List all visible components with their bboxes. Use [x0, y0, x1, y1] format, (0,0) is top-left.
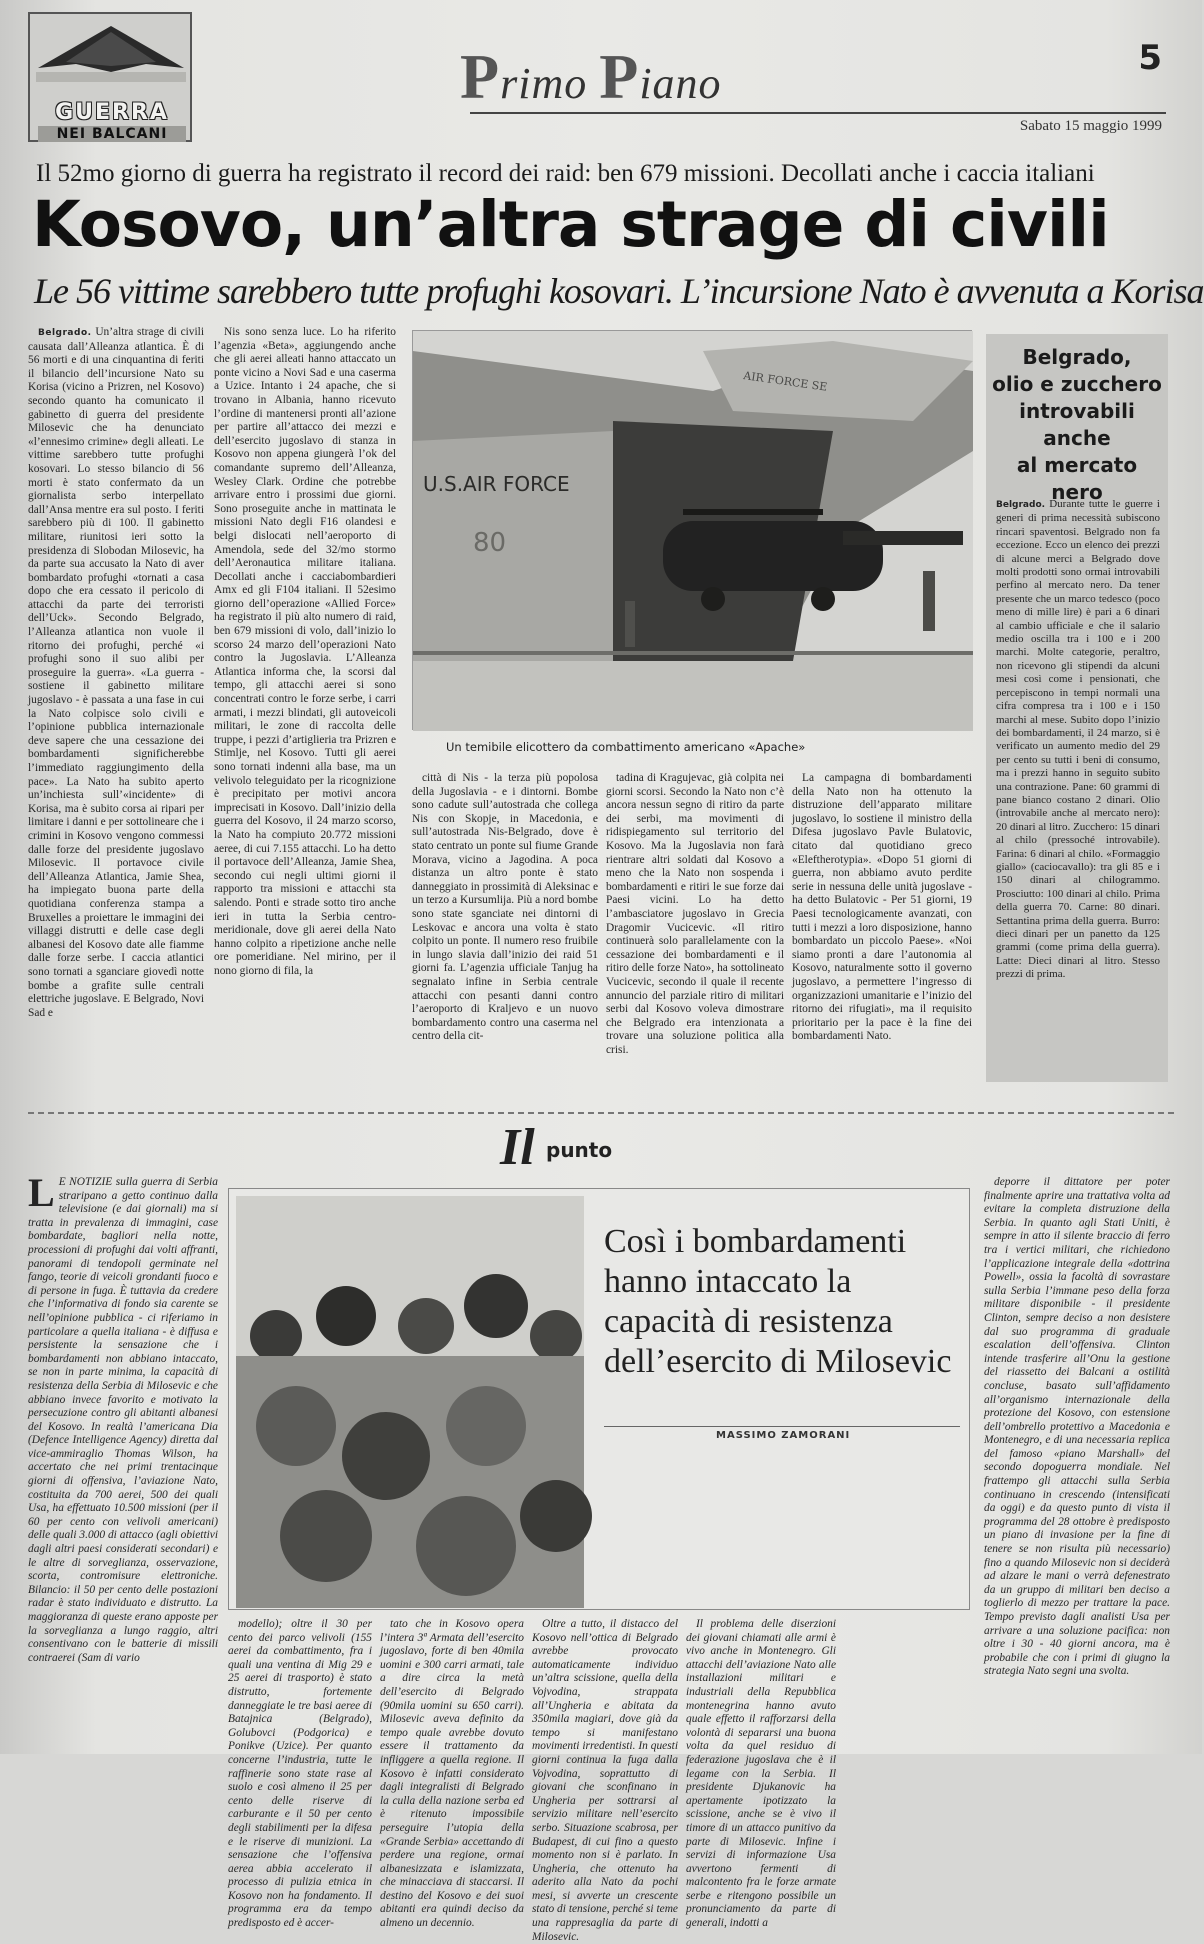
punto-column-3: tato che in Kosovo opera l’intera 3ª Armata dell’esercito jugoslavo, forte di ben 40mila uomini e 300 carri armati, tale a dire circa la metà dell’esercito di Belgrado (90mila uomini su 650 carri). Milosevic aveva definito da tempo quale avrebbe dovuto essere il trattamento da infliggere a quella regione. Il Kosovo è infatti considerato dagli integralisti di Belgrado la culla della nazione serba ed è ritenuto impossibile perseguire l’utopia della «Grande Serbia» accettando di perdere una regione, ormai albanesizzata e islamizzata, che minacciava di staccarsi. Il destino del Kosovo e dei suoi abitanti era quindi deciso da almeno un decennio. [380, 1618, 524, 1930]
punto-column-5: Il problema delle diserzioni dei giovani chiamati alle armi è vivo anche in Montenegro. Gli attacchi dell’aviazione Nato alle installazioni militari e industriali della Repubblica montenegrina hanno avuto quale effetto il rafforzarsi della volontà di separarsi una buona volta da quel residuo di federazione jugoslava che è il legame con la Serbia. Il presidente Djukanovic ha apertamente ipotizzato la scissione, anche se è vivo il timore di un attacco punitivo da parte di Milosevic. Infine i servizi di informazione Usa avvertono fermenti di malcontento fra le forze armate serbe e ritengono possibile un pronunciamento da parte di generali, indotti a [686, 1618, 836, 1930]
stealth-plane-icon [36, 22, 186, 82]
crowd-photo [236, 1196, 584, 1608]
author-byline: MASSIMO ZAMORANI [716, 1430, 851, 1441]
header-rule [470, 112, 1166, 114]
apache-photo [412, 330, 972, 730]
main-headline: Kosovo, un’altra strage di civili [32, 188, 1109, 261]
dateline: Belgrado. [38, 328, 92, 338]
sidebar-text: Belgrado. Durante tutte le guerre i generi di prima necessità subiscono rincari spaventosi. Belgrado non fa eccezione. Ecco un elenco dei prezzi di alcune merci a Belgrado dove molti prodotti sono ormai introvabili perfino al mercato nero. Da tener presente che un marco tedesco (poco meno di mille lire) è pari a 6 dinari al cambio ufficiale e che il salario medio oscilla tra i 100 e i 200 marchi. Molte categorie, peraltro, non ricevono gli stipendi da alcuni mesi così come i pensionati, che percepiscono in tempi normali una cifra compresa tra i 100 e i 150 marchi al mese. Subito dopo l’inizio dei bombardamenti, il 24 marzo, si è verificato un aumento medio del 29 per cento su tutti i beni di consumo, ma i prezzi hanno in seguito subito una contrazione. Pane: 60 grammi di pane bianco costano 2 dinari. Olio (introvabile anche al mercato nero): 20 dinari al litro. Zucchero: 15 dinari al chilo (pressoché introvabile). Farina: 6 dinari al chilo. «Formaggio giallo» (caciocavallo): tra gli 85 e i 150 dinari al chilogrammo. Prosciutto: 100 dinari al chilo. Prima della guerra 70. Carne: 80 dinari. Settantina prima della guerra. Burro: dieci dinari per un panetto da 125 grammi (come prima della guerra). Latte: Dieci dinari al litro. Stesso prezzi di prima. [996, 498, 1160, 981]
tail-number: 80 [473, 528, 507, 558]
punto-column-2: modello); oltre il 30 per cento dei parco velivoli (155 aerei da combattimento, fra i quali una ventina di Mig 29 e 25 aerei di trasporto) è stato distrutto, fortemente danneggiate le tre basi aeree di Batajnica (Belgrado), Golubovci (Podgorica) e Ponikve (Uzice). Per quanto concerne l’industria, tutte le raffinerie sono state rase al suolo e così almeno il 25 per cento delle riserve di carburante e il 50 per cento degli stabilimenti per la difesa e le riserve di munizioni. La sensazione che l’offensiva aerea abbia accelerato il processo di pulizia etnica in Kosovo non ha fondamento. Il programma era da tempo predisposto ed è accer- [228, 1618, 372, 1930]
punto-column-1: L E NOTIZIE sulla guerra di Serbia straripano a getto continuo dalla televisione (e dai giornali) ma si tratta in prevalenza di immagini, case bombardate, bagliori nella notte, processioni di profughi dai volti affranti, panorami di tendopoli germinate nel fango, teorie di veicoli grondanti fuoco e di persone in fuga. È tuttavia da credere che l’informativa di fondo sia carente se nell’opinione pubblica - ci riferiamo in particolare a quella italiana - è diffusa e persistente la sensazione che i bombardamenti non abbiano intaccato, se non in parte minima, la capacità di resistenza della Serbia di Milosevic e che abbiano invece favorito e motivato la persecuzione contro gli abitanti albanesi del Kosovo. In realtà l’americana Dia (Defence Intelligence Agency) diretta dal vice-ammiraglio Thomas Wilson, ha accertato che nei primi trentacinque giorni di offensiva, l’aviazione Nato, costituita da 700 aerei, 500 dei quali Usa, ha effettuato 10.500 missioni (per il 60 per cento con velivoli americani) delle quali 3.000 di attacco (agli obiettivi dagli altri paesi considerati secondari) e le altre di sorveglianza, osservazione, scorta, contromisure elettroniche. Bilancio: il 50 per cento delle postazioni radar è stato individuato e distrutto. La maggioranza di queste erano apposte per la sorveglianza a lungo raggio, altri consentivano con le batterie di missili contraerei (Sam di vario [28, 1170, 218, 1664]
photo-caption: Un temibile elicottero da combattimento americano «Apache» [446, 740, 806, 754]
headline-subtitle: Le 56 vittime sarebbero tutte profughi kosovari. L’incursione Nato è avvenuta a Korisa [34, 271, 1204, 311]
section-divider [28, 1112, 1174, 1114]
article-column-5: La campagna di bombardamenti della Nato non ha ottenuto la distruzione dell’apparato militare jugoslavo, lo sostiene il ministro della Difesa jugoslavo Pavle Bulatovic, citato dal quotidiano greco «Eleftherotypia». «Dopo 51 giorni di guerra, non abbiamo avuto perdite serie in nessuna delle unità jugoslave - ha detto Bulatovic - Per 51 giorni, 19 Paesi tecnologicamente avanzati, con tutti i mezzi a loro disposizione, hanno bombardato un piccolo Paese». «Noi siamo pronti a dare l’autonomia al Kosovo, naturalmente sotto il governo jugoslavo, a permettere l’ingresso di organizzazioni umanitarie e l’inizio del ritorno dei rifugiati», ma il requisito prioritario per la pace è la fine dei bombardamenti Nato. [792, 772, 972, 1043]
article-column-3: città di Nis - la terza più popolosa della Jugoslavia - e i dintorni. Bombe sono cadute sull’autostrada che collega Nis con Skopje, in Macedonia, e sull’autostrada Nis-Belgrado, dove è stato centrato un ponte sul fiume Grande Morava, vicino a Jagodina. A poca distanza un altro ponte è stato danneggiato in prossimità di Aleksinac e un terzo a Kursumlija. Più a nord bombe sono state sganciate nei dintorni di Leskovac e ancora una volta è stato colpito un ponte. Il numero reso fruibile in lungo slavia dall’inizio dei raid 51 giorni fa. L’agenzia ufficiale Tanjug ha segnalato infine in Serbia centrale attacchi con pesanti danni contro l’aeroporto di Kraljevo e un nuovo bombardamento contro una caserma nel centro della cit- [412, 772, 598, 1043]
logo-subtitle: NEI BALCANI [38, 126, 186, 142]
il-punto-label: punto [546, 1138, 613, 1162]
punto-column-4: Oltre a tutto, il distacco del Kosovo nell’ottica di Belgrado avrebbe provocato automaticamente individuo un’altra scissione, quella della Vojvodina, strappata all’Ungheria e abitata da 350mila magiari, dove già da tempo si manifestano movimenti irredentisti. In questi giorni continua la fuga dalla Vojvodina, soprattutto di giovani che sconfinano in Ungheria per sottrarsi al servizio militare nell’esercito serbo. Situazione scabrosa, per Budapest, di cui fino a questo momento non si è parlato. In Ungheria, che ottenuto ha aderito alla Nato da pochi mesi, si avverte un crescente stato di tensione, perché si teme una rappresaglia da parte di Milosevic. [532, 1618, 678, 1943]
article-column-2: Nis sono senza luce. Lo ha riferito l’agenzia «Beta», aggiungendo anche che gli aerei alleati hanno attaccato un ponte vicino a Novi Sad e una caserma a Uzice. Intanto i 24 apache, che si trovano in Albania, hanno ricevuto l’ordine di mantenersi pronti all’azione per partire all’attacco dei mezzi e dell’esercito jugoslavo di stanza in Kosovo non appena giungerà l’ok del comandante supremo dell’Alleanza, Wesley Clark. Ordine che potrebbe arrivare entro i prossimi due giorni. Sono proseguite anche in mattinata le missioni Nato degli F16 olandesi e belgi dislocati nell’aeroporto di Amendola, sede del 32/mo stormo dell’Aeronautica militare italiana. Decollati anche i cacciabombardieri Amx ed gli F104 italiani. Il 52esimo giorno dell’operazione «Allied Force» ha registrato il più alto numero di raid, ben 679 missioni di volo, dall’inizio lo scorso 24 marzo dell’operazioni Nato contro la Jugoslavia. L’Alleanza Atlantica informa che, la scorsi dal tempo, gli attacchi aerei si sono concentrati contro le forze serbe, i carri armati, i mezzi blindati, gli autoveicoli militari, le zone di raccolta delle truppe, i pezzi d’artiglieria tra Prizren e Stimlje, nel Kosovo. Tutti gli aerei sono tornati indenni alla base, ma un velivolo teleguidato per la ricognizione è precipitato per motivi ancora imprecisati in Kosovo. Dall’inizio della guerra del Kosovo, il 24 marzo scorso, la Nato ha compiuto 20.772 missioni aeree, di cui 7.155 attacchi. Lo ha detto il portavoce dell’Alleanza, Jamie Shea, secondo cui negli ultimi giorni il rapporto tra missioni e attacchi sta salendo. Ponti e strade sotto tiro anche ieri in tutta la Serbia centro-meridionale, dove gli aerei della Nato hanno colpito a ripetizione anche nelle ore pomeridiane. Nel mirino, per il nono giorno di fila, la [214, 326, 396, 977]
issue-date: Sabato 15 maggio 1999 [1019, 118, 1162, 134]
sidebar-title: Belgrado, olio e zucchero introvabili anche al mercato nero [992, 345, 1162, 504]
page-number: 5 [1138, 38, 1162, 78]
tail-marking: AIR FORCE SE [742, 369, 829, 394]
author-rule [604, 1426, 960, 1427]
article-column-1: Belgrado. Un’altra strage di civili causata dall’Alleanza atlantica. È di 56 morti e di una cinquantina di feriti il bilancio dell’incursione Nato su Korisa (vicino a Prizren, nel Kosovo) secondo quanto ha comunicato il gabinetto di guerra del presidente Milosevic che ha denunciato «l’ennesimo crimine» degli alleati. Le vittime sarebbero tutte profughi kosovari. Lo stesso bilancio di 56 morti è stato confermato da un giornalista serbo interpellato dall’Ansa mentre era sul posto. I feriti sarebbero più di 100. Il gabinetto militare, riunitosi ieri sotto la presidenza di Slobodan Milosevic, ha da parte sua accusato la Nato di aver bombardato profughi «tornati a casa dopo che era cessato il pericolo di attacchi da parte dei terroristi dell’Uck». Secondo Belgrado, l’Alleanza atlantica non vuole il ritorno dei profughi, perché «i profughi sono il suo alibi per proseguire la guerra». «La guerra - sostiene il gabinetto militare jugoslavo - è passata a una fase in cui la Nato colpisce solo civili e l’opinione pubblica internazionale deve sapere che una cessazione dei bombardamenti significherebbe l’immediato raggiungimento della pace». La Nato ha subito aperto un’inchiesta sull’«incidente» di Korisa, ma è subito corsa ai ripari per limitare i danni e per sottolineare che i crimini in Kosovo vengono commessi dalle forze del presidente jugoslavo Milosevic. Il portavoce civile dell’Alleanza Atlantica, Jamie Shea, ha impiegato buona parte della quotidiana conferenza stampa a Bruxelles a proiettare le immagini dei villaggi distrutti e delle case degli albanesi del Kosovo date alle fiamme dalle forze serbe. I caccia atlantici sono tornati a sganciare giovedì notte bombe a grafite sulle centrali elettriche jugoslave. E Belgrado, Novi Sad e [28, 326, 204, 1019]
logo-title: GUERRA [55, 100, 169, 125]
il-punto-logo: Il [500, 1119, 535, 1176]
punto-column-6: deporre il dittatore per poter finalmente aprire una trattativa volta ad evitare la completa distruzione della Serbia. In quanto agli Stati Uniti, è sempre in atto il silente braccio di ferro tra i vertici militari, che richiedono l’applicazione integrale della «dottrina Powell», ossia la facoltà di sovrastare sulla Serbia l’immane peso della forza militare disponibile - il presidente Clinton, sempre deciso a non desistere dal suo programma di graduale escalation dell’offensiva. Clinton intende trasferire all’Onu la gestione del riassetto dei Balcani a ostilità concluse, basato sull’affidamento all’organismo internazionale della protezione del Kosovo, con estensione dell’ombrello protettivo a Macedonia e Montenegro, e di una necessaria replica del famoso «piano Marshall» del secondo dopoguerra mondiale. Nel frattempo gli attacchi sulla Serbia continuano in crescendo (intensificati da oggi) e da questo punto di vista il programma del 28 ottobre è predisposto un piano di invasione per la fine di tenere se non risulta più necessario) fino a quando Milosevic non si deciderà ad alzare le mani o verrà defenestrato da un gruppo di militari ben deciso a toglierlo di mezzo per trattare la pace. Tempo previsto dagli analisti Usa per arrivare a una soluzione pacifica: non oltre i 30 - 40 giorni ancora, ma è probabile che con i primi di giugno la strategia Nato segni una svolta. [984, 1176, 1170, 1678]
article-column-4: tadina di Kragujevac, già colpita nei giorni scorsi. Secondo la Nato non c’è ancora nessun segno di ritiro da parte dei serbi, ma movimenti di ridispiegamento sul territorio del Kosovo. Ma la Jugoslavia non farà rientrare altri soldati dal Kosovo a meno che la Nato non sospenda i bombardamenti e ritiri le sue forze dai Paesi vicini. Lo ha detto l’ambasciatore jugoslavo in Grecia Dragomir Vucicevic. «Il ritiro continuerà solo parallelamente con la cessazione dei bombardamenti e il ritiro delle forze Nato», ha sottolineato Vucicevic, secondo il quale il recente annuncio del parziale ritiro di militari serbi dal Kosovo voleva dimostrare che Belgrado era intenzionata a trovare una soluzione politica alla crisi. [606, 772, 784, 1056]
section-title: Primo Piano [460, 41, 722, 112]
headline-kicker: Il 52mo giorno di guerra ha registrato il record dei raid: ben 679 missioni. Decollati anche i caccia italiani [36, 160, 1095, 187]
punto-headline: Così i bombardamenti hanno intaccato la capacità di resistenza dell’esercito di Milosevic [604, 1223, 952, 1380]
drop-cap: L [28, 1170, 55, 1215]
section-logo [28, 12, 192, 142]
fuselage-marking: U.S.AIR FORCE [423, 472, 570, 496]
photo-illustration [413, 331, 973, 731]
